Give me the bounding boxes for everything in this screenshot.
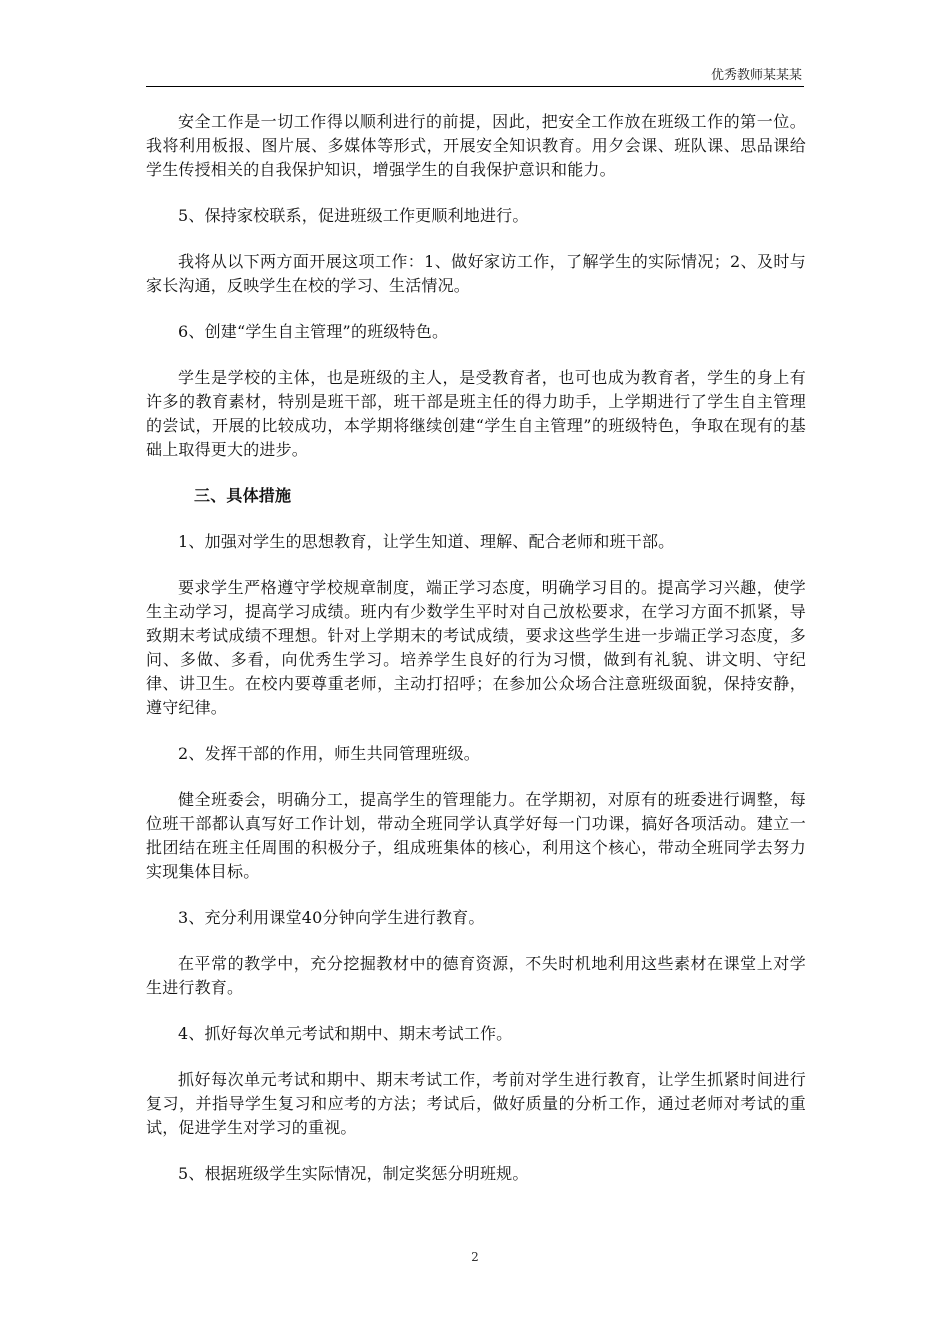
paragraph: 2、发挥干部的作用，师生共同管理班级。 xyxy=(178,744,480,763)
paragraph: 4、抓好每次单元考试和期中、期末考试工作。 xyxy=(178,1024,513,1043)
paragraph: 我将从以下两方面开展这项工作：1、做好家访工作，了解学生的实际情况；2、及时与家长沟通，反映学生在校的学习、生活情况。 xyxy=(146,252,806,295)
paragraph: 1、加强对学生的思想教育，让学生知道、理解、配合老师和班干部。 xyxy=(178,532,675,551)
paragraph: 在平常的教学中，充分挖掘教材中的德育资源，不失时机地利用这些素材在课堂上对学生进行教育。 xyxy=(146,954,806,997)
paragraph: 学生是学校的主体，也是班级的主人，是受教育者，也可也成为教育者，学生的身上有许多的教育素材，特别是班干部，班干部是班主任的得力助手，上学期进行了学生自主管理的尝试，开展的比较成功，本学期将继续创建“学生自主管理”的班级特色，争取在现有的基础上取得更大的进步。 xyxy=(146,368,806,459)
paragraph: 5、保持家校联系，促进班级工作更顺利地进行。 xyxy=(178,206,529,225)
paragraph: 健全班委会，明确分工，提高学生的管理能力。在学期初，对原有的班委进行调整，每位班干部都认真写好工作计划，带动全班同学认真学好每一门功课，搞好各项活动。建立一批团结在班主任周围的积极分子，组成班集体的核心，利用这个核心，带动全班同学去努力实现集体目标。 xyxy=(146,790,806,881)
paragraph: 安全工作是一切工作得以顺利进行的前提，因此，把安全工作放在班级工作的第一位。我将利用板报、图片展、多媒体等形式，开展安全知识教育。用夕会课、班队课、思品课给学生传授相关的自我保护知识，增强学生的自我保护意识和能力。 xyxy=(146,112,806,179)
paragraph: 5、根据班级学生实际情况，制定奖惩分明班规。 xyxy=(178,1164,529,1183)
document-body xyxy=(146,110,806,1208)
paragraph: 抓好每次单元考试和期中、期末考试工作，考前对学生进行教育，让学生抓紧时间进行复习，并指导学生复习和应考的方法；考试后，做好质量的分析工作，通过老师对考试的重试，促进学生对学习的重视。 xyxy=(146,1070,806,1137)
header-rule xyxy=(146,86,804,87)
section-heading: 三、具体措施 xyxy=(194,486,292,505)
page-number: 2 xyxy=(471,1250,479,1264)
paragraph: 要求学生严格遵守学校规章制度，端正学习态度，明确学习目的。提高学习兴趣，使学生主动学习，提高学习成绩。班内有少数学生平时对自己放松要求，在学习方面不抓紧，导致期末考试成绩不理想。针对上学期末的考试成绩，要求这些学生进一步端正学习态度，多问、多做、多看，向优秀生学习。培养学生良好的行为习惯，做到有礼貌、讲文明、守纪律、讲卫生。在校内要尊重老师，主动打招呼；在参加公众场合注意班级面貌，保持安静，遵守纪律。 xyxy=(146,578,806,717)
paragraph: 3、充分利用课堂40分钟向学生进行教育。 xyxy=(178,908,485,927)
header-author: 优秀教师某某某 xyxy=(710,68,802,83)
paragraph: 6、创建“学生自主管理”的班级特色。 xyxy=(178,322,449,341)
